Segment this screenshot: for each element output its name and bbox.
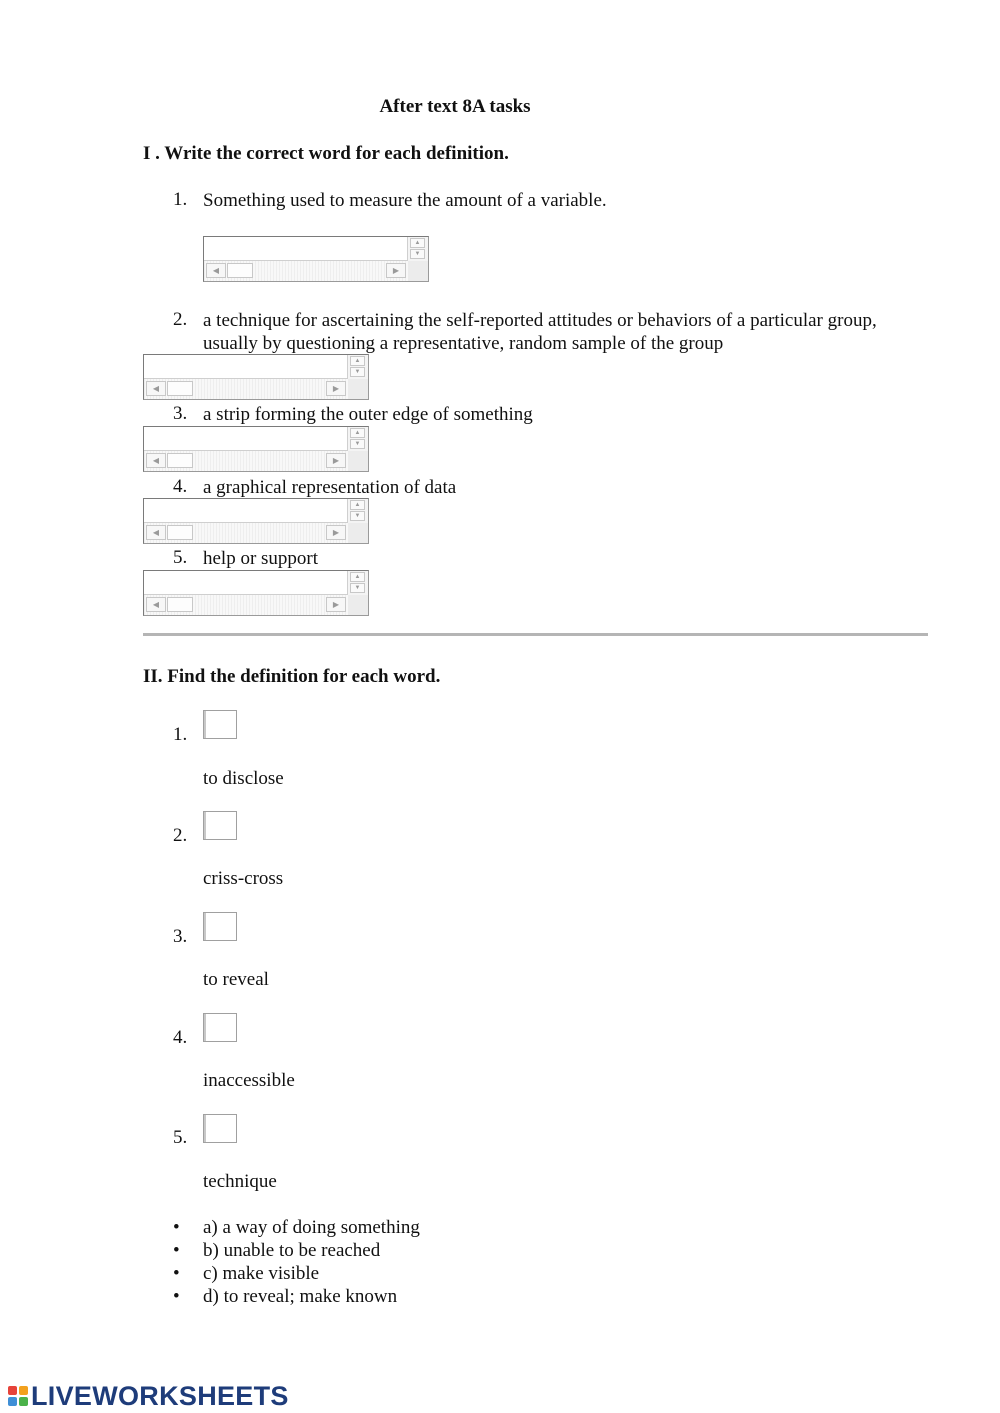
- scroll-right-icon[interactable]: ▶: [326, 597, 346, 612]
- answer-textarea-4[interactable]: [143, 498, 369, 544]
- scroll-up-icon[interactable]: ▲: [350, 428, 365, 438]
- liveworksheets-logo: [8, 1381, 289, 1411]
- match-word: criss-cross: [203, 868, 284, 889]
- match-answer-box-5[interactable]: [203, 1114, 237, 1143]
- question-text: help or support: [203, 548, 319, 569]
- bullet: •: [173, 1217, 180, 1238]
- horizontal-scrollbar[interactable]: [144, 594, 348, 615]
- scroll-thumb[interactable]: [227, 263, 253, 278]
- scroll-right-icon[interactable]: ▶: [326, 525, 346, 540]
- resize-corner: [408, 261, 428, 281]
- scroll-left-icon[interactable]: ◀: [146, 381, 166, 396]
- answer-textarea-2[interactable]: [143, 354, 369, 400]
- scroll-left-icon[interactable]: ◀: [146, 453, 166, 468]
- option-text: b) unable to be reached: [203, 1240, 381, 1261]
- match-word: inaccessible: [203, 1070, 295, 1091]
- scroll-down-icon[interactable]: ▼: [410, 249, 425, 259]
- vertical-scrollbar[interactable]: [347, 571, 368, 595]
- resize-corner: [348, 451, 368, 471]
- scroll-left-icon[interactable]: ◀: [146, 525, 166, 540]
- logo-grid-icon: [8, 1386, 28, 1406]
- logo-tile: [8, 1397, 17, 1406]
- match-answer-box-4[interactable]: [203, 1013, 237, 1042]
- scroll-up-icon[interactable]: ▲: [350, 572, 365, 582]
- scroll-down-icon[interactable]: ▼: [350, 367, 365, 377]
- page-title: After text 8A tasks: [379, 96, 531, 117]
- question-number: 4.: [173, 476, 188, 497]
- option-text: d) to reveal; make known: [203, 1286, 398, 1307]
- scroll-thumb[interactable]: [167, 381, 193, 396]
- question-text: Something used to measure the amount of a variable.: [203, 190, 607, 211]
- definition-options-list: [173, 1216, 420, 1308]
- option-text: a) a way of doing something: [203, 1217, 420, 1238]
- question-text: a technique for ascertaining the self-reported attitudes or behaviors of a particular group, usually by questioning a representative, random sample of the group: [203, 310, 877, 354]
- horizontal-scrollbar[interactable]: [204, 260, 408, 281]
- question-number: 5.: [173, 547, 188, 568]
- match-word: to disclose: [203, 768, 284, 789]
- list-item: [173, 1239, 420, 1262]
- question-number: 2.: [173, 309, 188, 330]
- section-1-heading: I . Write the correct word for each definition.: [143, 143, 509, 164]
- match-number: 1.: [173, 724, 188, 745]
- list-item: [173, 1216, 420, 1239]
- bullet: •: [173, 1240, 180, 1261]
- scroll-up-icon[interactable]: ▲: [410, 238, 425, 248]
- match-number: 4.: [173, 1027, 188, 1048]
- scroll-up-icon[interactable]: ▲: [350, 500, 365, 510]
- horizontal-scrollbar[interactable]: [144, 450, 348, 471]
- scroll-down-icon[interactable]: ▼: [350, 583, 365, 593]
- answer-textarea-1[interactable]: [203, 236, 429, 282]
- scroll-down-icon[interactable]: ▼: [350, 511, 365, 521]
- vertical-scrollbar[interactable]: [347, 355, 368, 379]
- match-number: 5.: [173, 1127, 188, 1148]
- section-divider: [143, 633, 928, 636]
- vertical-scrollbar[interactable]: [347, 499, 368, 523]
- answer-textarea-5[interactable]: [143, 570, 369, 616]
- match-answer-box-1[interactable]: [203, 710, 237, 739]
- list-item: [173, 1285, 420, 1308]
- vertical-scrollbar[interactable]: [347, 427, 368, 451]
- logo-tile: [8, 1386, 17, 1395]
- match-word: to reveal: [203, 969, 269, 990]
- match-answer-box-3[interactable]: [203, 912, 237, 941]
- section-2-heading: II. Find the definition for each word.: [143, 666, 441, 687]
- match-number: 2.: [173, 825, 188, 846]
- match-answer-box-2[interactable]: [203, 811, 237, 840]
- question-text: a graphical representation of data: [203, 477, 457, 498]
- horizontal-scrollbar[interactable]: [144, 378, 348, 399]
- match-number: 3.: [173, 926, 188, 947]
- question-number: 3.: [173, 403, 188, 424]
- logo-tile: [19, 1397, 28, 1406]
- scroll-right-icon[interactable]: ▶: [326, 381, 346, 396]
- scroll-left-icon[interactable]: ◀: [146, 597, 166, 612]
- bullet: •: [173, 1263, 180, 1284]
- list-item: [173, 1262, 420, 1285]
- horizontal-scrollbar[interactable]: [144, 522, 348, 543]
- resize-corner: [348, 523, 368, 543]
- logo-tile: [19, 1386, 28, 1395]
- scroll-up-icon[interactable]: ▲: [350, 356, 365, 366]
- scroll-right-icon[interactable]: ▶: [386, 263, 406, 278]
- vertical-scrollbar[interactable]: [407, 237, 428, 261]
- question-text: a strip forming the outer edge of something: [203, 404, 533, 425]
- match-word: technique: [203, 1171, 277, 1192]
- option-text: c) make visible: [203, 1263, 320, 1284]
- bullet: •: [173, 1286, 180, 1307]
- scroll-down-icon[interactable]: ▼: [350, 439, 365, 449]
- question-number: 1.: [173, 189, 188, 210]
- resize-corner: [348, 379, 368, 399]
- scroll-thumb[interactable]: [167, 597, 193, 612]
- scroll-thumb[interactable]: [167, 525, 193, 540]
- scroll-thumb[interactable]: [167, 453, 193, 468]
- scroll-left-icon[interactable]: ◀: [206, 263, 226, 278]
- logo-text: LIVEWORKSHEETS: [31, 1380, 289, 1411]
- resize-corner: [348, 595, 368, 615]
- scroll-right-icon[interactable]: ▶: [326, 453, 346, 468]
- answer-textarea-3[interactable]: [143, 426, 369, 472]
